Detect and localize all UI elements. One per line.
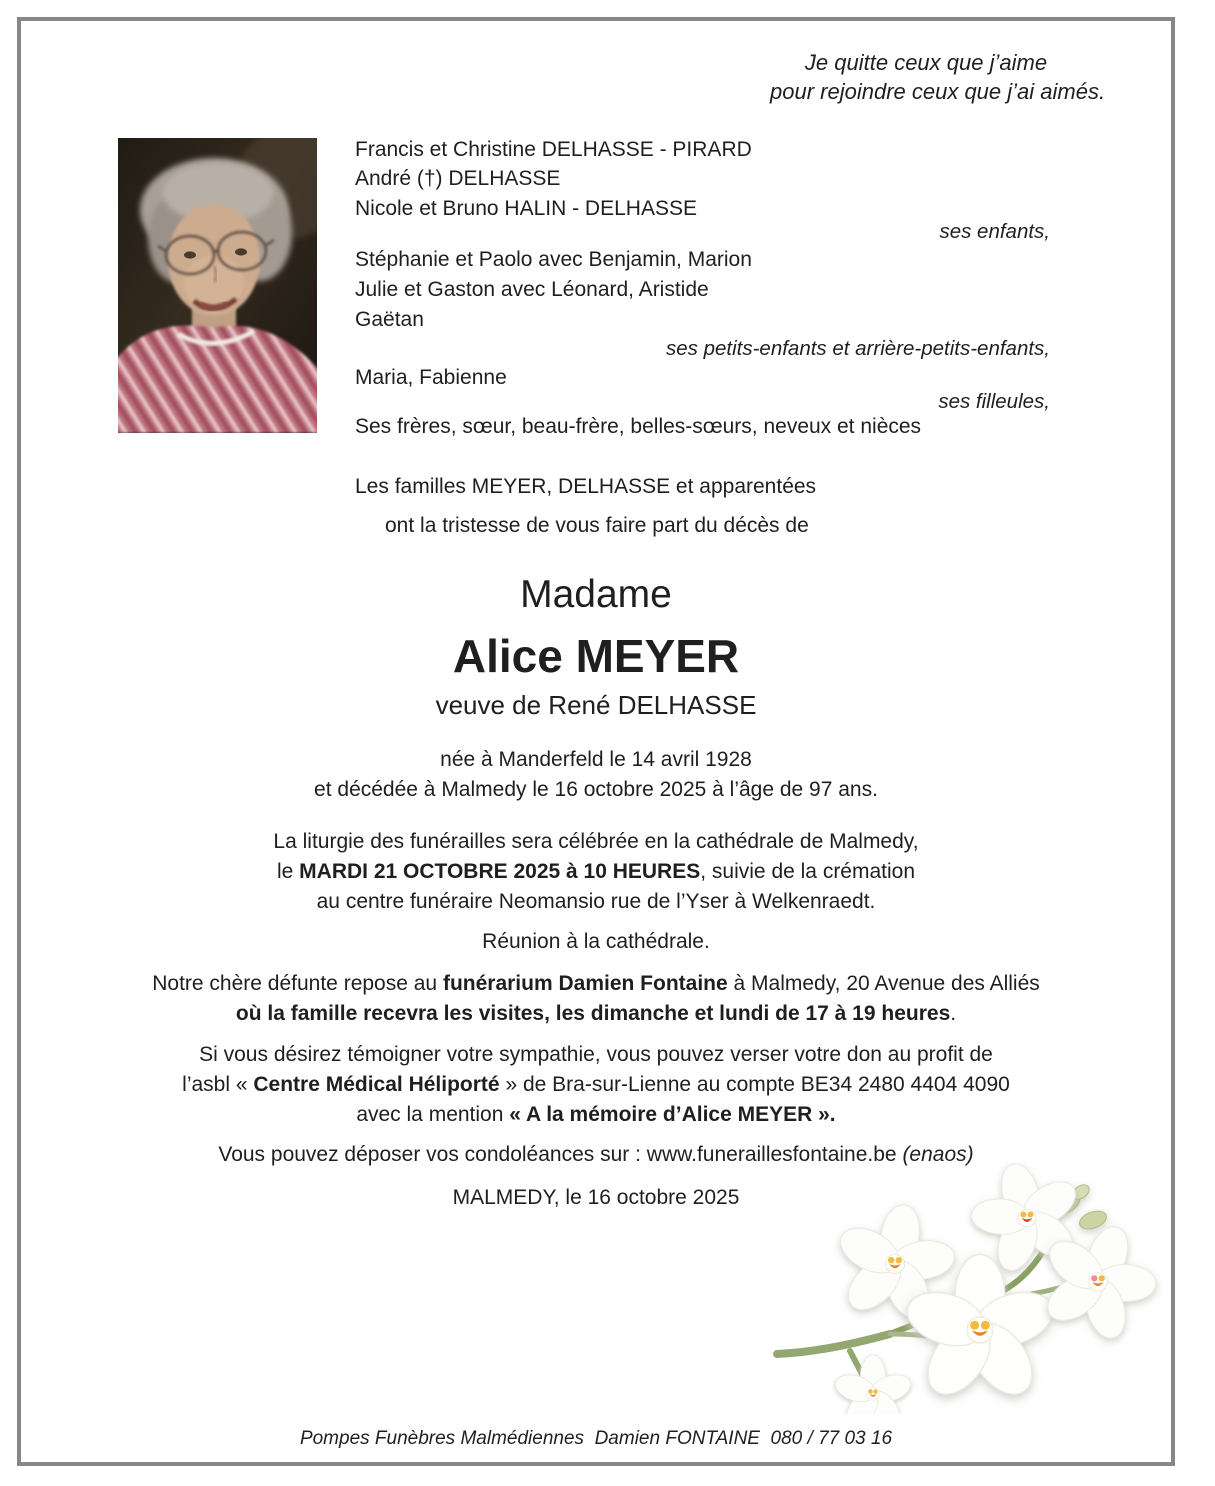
deceased-widow-of: veuve de René DELHASSE: [435, 690, 757, 720]
children-line-3: Nicole et Bruno HALIN - DELHASSE: [355, 197, 697, 220]
condolences-note: (enaos): [902, 1143, 974, 1166]
siblings-line: Ses frères, sœur, beau-frère, belles-sœurs, neveux et nièces: [355, 415, 922, 438]
children-line-2: André (†) DELHASSE: [355, 167, 561, 190]
donation-line3: [17, 1102, 1175, 1127]
deceased-name: Alice MEYER: [452, 630, 740, 682]
portrait-photo: [118, 138, 317, 433]
goddaughters-label: ses filleules,: [938, 390, 1050, 413]
ceremony-line2-pre: le: [276, 860, 300, 883]
epigraph: [770, 48, 1106, 106]
visitation-line1: [17, 971, 1175, 996]
grandchildren-line-1: Stéphanie et Paolo avec Benjamin, Marion: [355, 248, 752, 271]
donation-line1: Si vous désirez témoigner votre sympathie, vous pouvez verser votre don au profit de: [199, 1043, 993, 1066]
donation-mention: « A la mémoire d’Alice MEYER ».: [509, 1103, 836, 1126]
orchid-flowers-image: [765, 1162, 1165, 1414]
ceremony-line1: La liturgie des funérailles sera célébrée en la cathédrale de Malmedy,: [273, 830, 919, 853]
grandchildren-line-3: Gaëtan: [355, 308, 424, 331]
grandchildren-line-2: Julie et Gaston avec Léonard, Aristide: [355, 278, 709, 301]
donation-line3-pre: avec la mention: [356, 1103, 510, 1126]
birth-line: née à Manderfeld le 14 avril 1928: [440, 748, 752, 771]
epigraph-line1: Je quitte ceux que j’aime: [804, 50, 1048, 75]
families-line: Les familles MEYER, DELHASSE et apparentées: [355, 475, 817, 498]
goddaughters-line: Maria, Fabienne: [355, 366, 507, 389]
grandchildren-label: ses petits-enfants et arrière-petits-enfants,: [666, 337, 1050, 360]
donation-line2-pre: l’asbl «: [182, 1073, 254, 1096]
visiting-hours: où la famille recevra les visites, les dimanche et lundi de 17 à 19 heures: [235, 1002, 951, 1025]
visitation-line1-pre: Notre chère défunte repose au: [152, 972, 443, 995]
children-label: ses enfants,: [939, 220, 1050, 243]
ceremony-line3: au centre funéraire Neomansio rue de l’Yser à Welkenraedt.: [316, 890, 876, 913]
epigraph-line2: pour rejoindre ceux que j’ai aimés.: [770, 79, 1106, 104]
funeral-home-footer: Pompes Funèbres Malmédiennes Damien FONTAINE 080 / 77 03 16: [299, 1428, 893, 1449]
portrait-photo-drawing: [118, 138, 317, 433]
death-line: et décédée à Malmedy le 16 octobre 2025 à l’âge de 97 ans.: [314, 778, 878, 801]
gathering-line: Réunion à la cathédrale.: [482, 930, 710, 953]
visitation-line2: [17, 1001, 1175, 1026]
ceremony-line2: [17, 859, 1175, 884]
ceremony-date-time: MARDI 21 OCTOBRE 2025 à 10 HEURES: [299, 860, 701, 883]
visitation-line2-post: .: [950, 1002, 957, 1025]
condolences-pre: Vous pouvez déposer vos condoléances sur : www.funeraillesfontaine.be: [218, 1143, 903, 1166]
charity-name: Centre Médical Héliporté: [253, 1073, 500, 1096]
donation-line2-post: » de Bra-sur-Lienne au compte BE34 2480 4404 4090: [499, 1073, 1010, 1096]
funerarium-name: funérarium Damien Fontaine: [442, 972, 728, 995]
visitation-line1-post: à Malmedy, 20 Avenue des Alliés: [727, 972, 1040, 995]
dateline: MALMEDY, le 16 octobre 2025: [452, 1186, 740, 1209]
orchid-drawing: [765, 1162, 1165, 1414]
deceased-title: Madame: [520, 573, 672, 616]
ceremony-line2-post: , suivie de la crémation: [700, 860, 916, 883]
donation-line2: [17, 1072, 1175, 1097]
children-line-1: Francis et Christine DELHASSE - PIRARD: [355, 138, 752, 161]
announcement-line: ont la tristesse de vous faire part du décès de: [385, 514, 809, 537]
